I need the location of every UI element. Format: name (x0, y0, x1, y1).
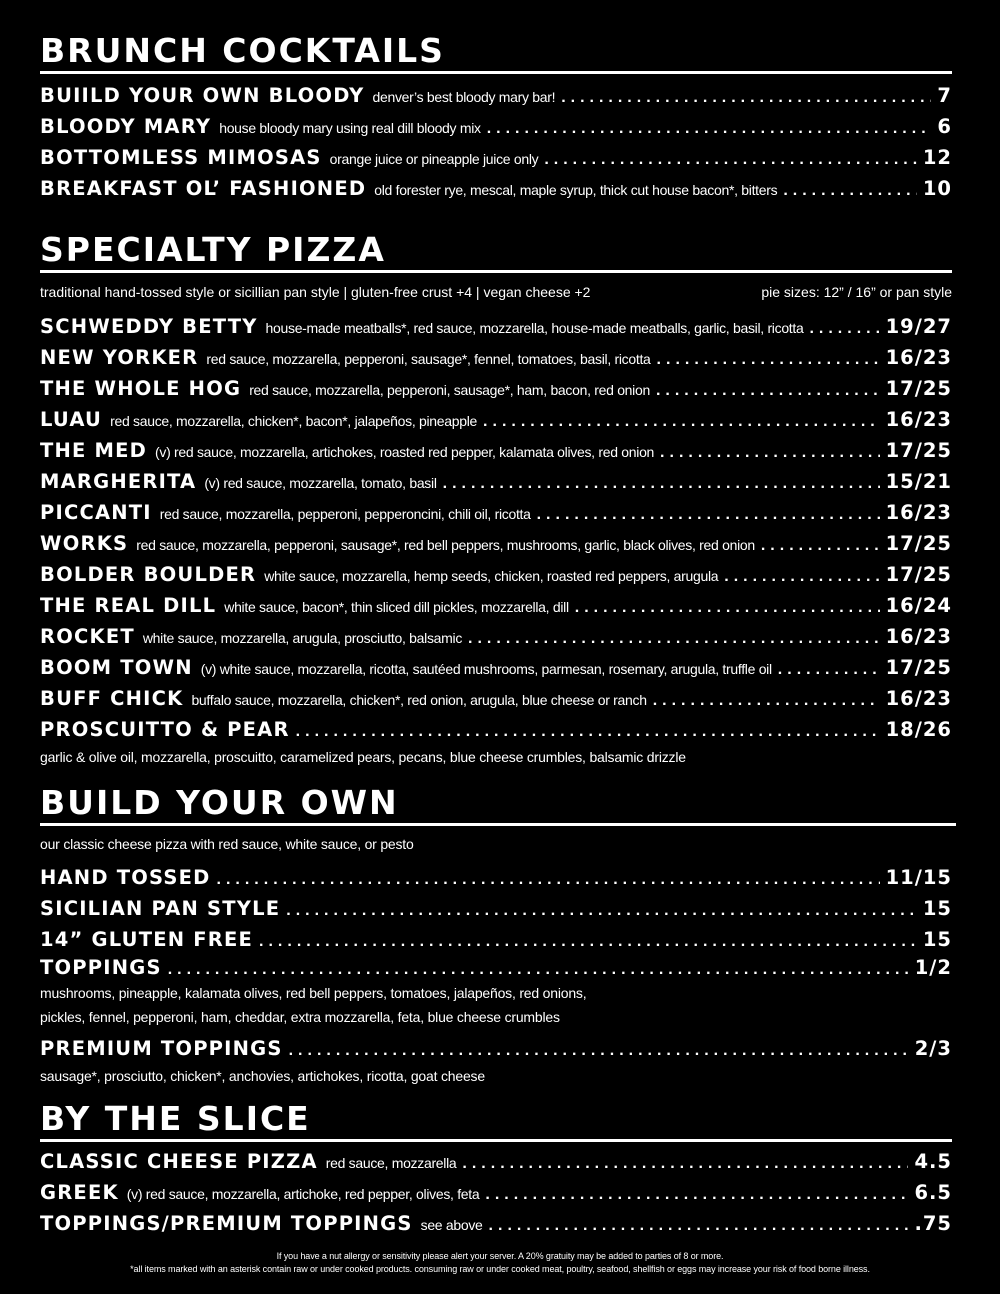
raw-food-warning: *all items marked with an asterisk contain raw or under cooked products. consuming raw or under cooked meat, poultry, seafood, shellfish or eggs may increase your risk of food borne illness. (130, 1264, 870, 1274)
item-description: (v) red sauce, mozzarella, artichokes, roasted red pepper, kalamata olives, red onion (155, 444, 655, 460)
menu-item (40, 621, 952, 652)
item-name: GREEK (40, 1181, 119, 1204)
section-title: BRUNCH COCKTAILS (40, 31, 445, 70)
leader-dots (487, 113, 932, 144)
item-price: 15 (922, 928, 952, 951)
item-name: PICCANTI (40, 501, 152, 524)
byo-intro: our classic cheese pizza with red sauce, white sauce, or pesto (40, 836, 414, 852)
item-name: HAND TOSSED (40, 866, 211, 889)
item-name: PREMIUM TOPPINGS (40, 1037, 283, 1060)
leader-dots (657, 344, 880, 375)
leader-dots (656, 375, 880, 406)
item-price: 16/23 (885, 625, 952, 648)
menu-item (40, 111, 952, 142)
item-name: THE REAL DILL (40, 594, 217, 617)
menu-item (40, 652, 952, 683)
item-price: 15/21 (885, 470, 952, 493)
leader-dots (537, 499, 880, 530)
item-name: BREAKFAST OL’ FASHIONED (40, 177, 367, 200)
menu-item (40, 1033, 952, 1064)
item-name: PROSCUITTO & PEAR (40, 718, 290, 741)
item-name: TOPPINGS/PREMIUM TOPPINGS (40, 1212, 413, 1235)
item-name: BOLDER BOULDER (40, 563, 257, 586)
menu-item (40, 80, 952, 111)
menu-item (40, 1146, 952, 1177)
leader-dots (761, 530, 880, 561)
menu-item (40, 862, 952, 893)
item-name: BUFF CHICK (40, 687, 184, 710)
menu-item (40, 435, 952, 466)
item-price: 15 (922, 897, 952, 920)
leader-dots (575, 592, 880, 623)
item-price: 16/23 (885, 408, 952, 431)
leader-dots (483, 406, 880, 437)
item-description: red sauce, mozzarella, pepperoni, sausage*, red bell peppers, mushrooms, garlic, black olives, red onion (136, 537, 755, 553)
item-name: BOOM TOWN (40, 656, 193, 679)
menu-item (40, 173, 952, 204)
item-price: 17/25 (885, 563, 952, 586)
item-price: 18/26 (885, 718, 952, 741)
item-price: 10 (922, 177, 952, 200)
menu-item (40, 342, 952, 373)
item-price: 12 (922, 146, 952, 169)
specialty-section (40, 230, 952, 769)
toppings-list: pickles, fennel, pepperoni, ham, cheddar, extra mozzarella, feta, blue cheese crumbles (40, 1009, 560, 1025)
menu-item (40, 142, 952, 173)
item-name: MARGHERITA (40, 470, 197, 493)
item-name: TOPPINGS (40, 956, 162, 979)
item-description: denver’s best bloody mary bar! (372, 89, 556, 105)
leader-dots (544, 144, 917, 175)
leader-dots (259, 926, 917, 957)
leader-dots (485, 1179, 908, 1210)
item-price: .75 (914, 1212, 952, 1235)
item-name: CLASSIC CHEESE PIZZA (40, 1150, 318, 1173)
item-name: THE MED (40, 439, 148, 462)
item-description: (v) red sauce, mozzarella, tomato, basil (204, 475, 437, 491)
item-description: red sauce, mozzarella, pepperoni, sausage*, fennel, tomatoes, basil, ricotta (206, 351, 651, 367)
item-price: 16/23 (885, 687, 952, 710)
item-name: SICILIAN PAN STYLE (40, 897, 281, 920)
leader-dots (168, 957, 909, 983)
item-description: old forester rye, mescal, maple syrup, thick cut house bacon*, bitters (374, 182, 778, 198)
item-price: 6.5 (914, 1181, 952, 1204)
item-description: (v) white sauce, mozzarella, ricotta, sautéed mushrooms, parmesan, rosemary, arugula, truffle oil (200, 661, 772, 677)
section-title: BUILD YOUR OWN (40, 783, 399, 822)
pizza-options-text: traditional hand-tossed style or sicillian pan style | gluten-free crust +4 | vegan cheese +2 (40, 284, 591, 300)
item-description: white sauce, mozzarella, hemp seeds, chicken, roasted red peppers, arugula (264, 568, 719, 584)
menu-item (40, 497, 952, 528)
leader-dots (653, 685, 880, 716)
menu-item (40, 893, 952, 924)
item-description: (v) red sauce, mozzarella, artichoke, red pepper, olives, feta (126, 1186, 480, 1202)
item-name: THE WHOLE HOG (40, 377, 242, 400)
slice-section (40, 1099, 952, 1239)
leader-dots (561, 82, 931, 113)
menu-item (40, 559, 952, 590)
item-price: 19/27 (885, 315, 952, 338)
item-description: house bloody mary using real dill bloody mix (219, 120, 481, 136)
leader-dots (778, 654, 880, 685)
menu-item (40, 311, 952, 342)
leader-dots (217, 864, 880, 895)
item-price: 6 (937, 115, 952, 138)
menu-item (40, 955, 952, 981)
leader-dots (660, 437, 880, 468)
item-name: BUIILD YOUR OWN BLOODY (40, 84, 365, 107)
menu-item (40, 528, 952, 559)
item-description: red sauce, mozzarella, chicken*, bacon*, jalapeños, pineapple (110, 413, 478, 429)
item-name: WORKS (40, 532, 129, 555)
item-price: 17/25 (885, 656, 952, 679)
item-description: white sauce, mozzarella, arugula, prosciutto, balsamic (142, 630, 463, 646)
leader-dots (489, 1210, 909, 1241)
item-description: garlic & olive oil, mozzarella, proscuitto, caramelized pears, pecans, blue cheese crumbles, balsamic drizzle (40, 749, 686, 765)
item-name: BLOODY MARY (40, 115, 212, 138)
item-description: red sauce, mozzarella, pepperoni, sausage*, ham, bacon, red onion (249, 382, 650, 398)
item-description: red sauce, mozzarella (325, 1155, 457, 1171)
footer-notice (0, 1250, 1000, 1276)
allergy-notice: If you have a nut allergy or sensitivity please alert your server. A 20% gratuity may be added to parties of 8 or more. (276, 1251, 724, 1261)
menu-item (40, 404, 952, 435)
item-description: house-made meatballs*, red sauce, mozzarella, house-made meatballs, garlic, basil, ricotta (265, 320, 804, 336)
item-price: 17/25 (885, 532, 952, 555)
item-description: white sauce, bacon*, thin sliced dill pickles, mozzarella, dill (224, 599, 569, 615)
item-description: see above (420, 1217, 483, 1233)
menu-item (40, 590, 952, 621)
menu-item (40, 924, 952, 955)
leader-dots (462, 1148, 908, 1179)
item-name: NEW YORKER (40, 346, 199, 369)
menu-item (40, 683, 952, 714)
leader-dots (468, 623, 880, 654)
pie-sizes-text: pie sizes: 12” / 16” or pan style (761, 284, 952, 300)
item-name: 14” GLUTEN FREE (40, 928, 254, 951)
item-price: 16/23 (885, 501, 952, 524)
item-name: BOTTOMLESS MIMOSAS (40, 146, 322, 169)
section-title: SPECIALTY PIZZA (40, 230, 386, 269)
menu-item (40, 714, 952, 745)
menu-item (40, 1208, 952, 1239)
leader-dots (809, 313, 879, 344)
item-price: 17/25 (885, 377, 952, 400)
leader-dots (724, 561, 879, 592)
leader-dots (296, 716, 880, 747)
item-description: orange juice or pineapple juice only (329, 151, 539, 167)
item-price: 1/2 (914, 956, 952, 979)
pizza-intro (40, 273, 952, 311)
menu-item (40, 1177, 952, 1208)
item-description: buffalo sauce, mozzarella, chicken*, red onion, arugula, blue cheese or ranch (191, 692, 647, 708)
section-title: BY THE SLICE (40, 1099, 311, 1138)
brunch-section (40, 31, 952, 204)
item-price: 7 (937, 84, 952, 107)
leader-dots (289, 1035, 909, 1066)
item-price: 17/25 (885, 439, 952, 462)
toppings-list: mushrooms, pineapple, kalamata olives, red bell peppers, tomatoes, jalapeños, red onions, (40, 985, 587, 1001)
byo-section (40, 783, 956, 1088)
item-price: 2/3 (914, 1037, 952, 1060)
item-price: 16/24 (885, 594, 952, 617)
item-name: ROCKET (40, 625, 135, 648)
menu-item (40, 466, 952, 497)
menu-item (40, 373, 952, 404)
leader-dots (783, 175, 917, 206)
leader-dots (443, 468, 880, 499)
item-price: 11/15 (885, 866, 952, 889)
leader-dots (286, 895, 917, 926)
item-description: red sauce, mozzarella, pepperoni, pepperoncini, chili oil, ricotta (159, 506, 531, 522)
item-name: LUAU (40, 408, 103, 431)
item-name: SCHWEDDY BETTY (40, 315, 258, 338)
premium-toppings-list: sausage*, prosciutto, chicken*, anchovies, artichokes, ricotta, goat cheese (40, 1068, 485, 1084)
item-price: 16/23 (885, 346, 952, 369)
item-price: 4.5 (914, 1150, 952, 1173)
